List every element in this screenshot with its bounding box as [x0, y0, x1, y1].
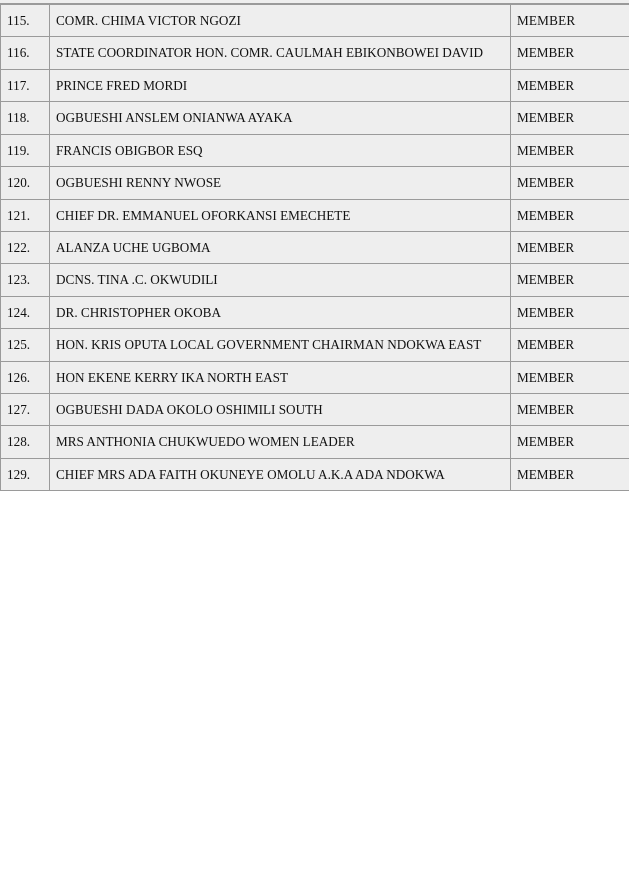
row-role: MEMBER — [511, 426, 629, 458]
row-name: STATE COORDINATOR HON. COMR. CAULMAH EBIKONBOWEI DAVID — [50, 37, 511, 69]
table-row — [1, 458, 629, 490]
table-row — [1, 199, 629, 231]
table-row — [1, 329, 629, 361]
row-role: MEMBER — [511, 167, 629, 199]
row-role: MEMBER — [511, 134, 629, 166]
table-row — [1, 426, 629, 458]
row-number: 116. — [1, 37, 50, 69]
row-role: MEMBER — [511, 37, 629, 69]
row-name: COMR. CHIMA VICTOR NGOZI — [50, 5, 511, 37]
row-role: MEMBER — [511, 102, 629, 134]
row-number: 124. — [1, 296, 50, 328]
table-row — [1, 264, 629, 296]
row-number: 121. — [1, 199, 50, 231]
row-role: MEMBER — [511, 296, 629, 328]
row-name: HON. KRIS OPUTA LOCAL GOVERNMENT CHAIRMAN NDOKWA EAST — [50, 329, 511, 361]
row-role: MEMBER — [511, 231, 629, 263]
row-role: MEMBER — [511, 458, 629, 490]
table-row — [1, 167, 629, 199]
row-name: CHIEF DR. EMMANUEL OFORKANSI EMECHETE — [50, 199, 511, 231]
row-number: 120. — [1, 167, 50, 199]
row-role: MEMBER — [511, 5, 629, 37]
row-number: 129. — [1, 458, 50, 490]
row-name: HON EKENE KERRY IKA NORTH EAST — [50, 361, 511, 393]
row-name: PRINCE FRED MORDI — [50, 69, 511, 101]
row-number: 118. — [1, 102, 50, 134]
row-role: MEMBER — [511, 69, 629, 101]
row-number: 127. — [1, 394, 50, 426]
row-role: MEMBER — [511, 394, 629, 426]
row-name: OGBUESHI ANSLEM ONIANWA AYAKA — [50, 102, 511, 134]
row-number: 125. — [1, 329, 50, 361]
row-number: 122. — [1, 231, 50, 263]
table-row — [1, 361, 629, 393]
row-name: OGBUESHI RENNY NWOSE — [50, 167, 511, 199]
row-name: DR. CHRISTOPHER OKOBA — [50, 296, 511, 328]
row-name: OGBUESHI DADA OKOLO OSHIMILI SOUTH — [50, 394, 511, 426]
row-name: MRS ANTHONIA CHUKWUEDO WOMEN LEADER — [50, 426, 511, 458]
table-row — [1, 37, 629, 69]
table-row — [1, 296, 629, 328]
row-number: 128. — [1, 426, 50, 458]
table-body — [1, 5, 629, 491]
row-role: MEMBER — [511, 199, 629, 231]
table-row — [1, 134, 629, 166]
row-number: 119. — [1, 134, 50, 166]
table-row — [1, 394, 629, 426]
row-role: MEMBER — [511, 361, 629, 393]
row-role: MEMBER — [511, 264, 629, 296]
row-name: ALANZA UCHE UGBOMA — [50, 231, 511, 263]
row-number: 126. — [1, 361, 50, 393]
table-row — [1, 102, 629, 134]
committee-members-table — [0, 4, 629, 491]
row-name: FRANCIS OBIGBOR ESQ — [50, 134, 511, 166]
table-row — [1, 5, 629, 37]
row-number: 117. — [1, 69, 50, 101]
table-row — [1, 69, 629, 101]
row-role: MEMBER — [511, 329, 629, 361]
row-name: DCNS. TINA .C. OKWUDILI — [50, 264, 511, 296]
row-name: CHIEF MRS ADA FAITH OKUNEYE OMOLU A.K.A ADA NDOKWA — [50, 458, 511, 490]
row-number: 115. — [1, 5, 50, 37]
row-number: 123. — [1, 264, 50, 296]
table-row — [1, 231, 629, 263]
